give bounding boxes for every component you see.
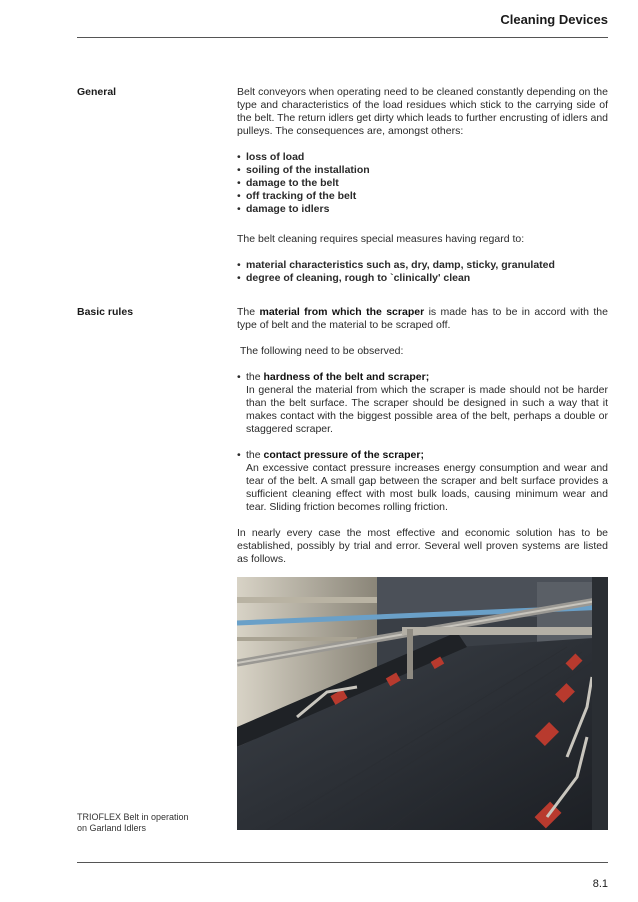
list-item: • soiling of the installation [237, 164, 608, 177]
conveyor-illustration [237, 577, 608, 830]
caption-line: TRIOFLEX Belt in operation [77, 812, 189, 822]
measures-section [237, 233, 608, 285]
measures-intro: The belt cleaning requires special measures having regard to: [237, 233, 525, 245]
list-item: • loss of load [237, 151, 608, 164]
consequences-list [237, 151, 608, 216]
footer-divider [77, 862, 608, 863]
header-divider [77, 37, 608, 38]
rule-item-text: In general the material from which the scraper is made should not be harder than the belt surface. The scraper should be designed in such a way that it makes contact with the biggest possible area of the belt, perhaps a double or staggered scraper. [246, 384, 608, 435]
rule-item-pressure: • the contact pressure of the scraper; An excessive contact pressure increases energy consumption and wear and tear of the belt. A small gap between the scraper and belt surface provides a sufficient cleaning effect with most bulk loads, causing minimum wear and tear. Sliding friction becomes rolling friction. [237, 449, 608, 514]
basic-rules-section [237, 306, 608, 566]
caption-line: on Garland Idlers [77, 823, 147, 833]
basic-emphasis: material from which the scraper [259, 306, 425, 318]
page-number: 8.1 [592, 878, 608, 890]
observe-line: The following need to be observed: [240, 345, 404, 357]
page-header-title: Cleaning Devices [500, 12, 608, 27]
measures-list [237, 259, 608, 285]
figure-caption [77, 812, 189, 834]
general-section [237, 86, 608, 216]
section-label-general: General [77, 86, 117, 98]
closing-paragraph: In nearly every case the most effective and economic solution has to be established, possibly by trial and error. Several well proven systems are listed as follows. [237, 527, 608, 565]
rule-item-hardness: • the hardness of the belt and scraper; In general the material from which the scraper is made should not be harder than the belt surface. The scraper should be designed in such a way that it makes contact with the biggest possible area of the belt, perhaps a double or staggered scraper. [237, 371, 608, 436]
rule-item-text: An excessive contact pressure increases energy consumption and wear and tear of the belt. A small gap between the scraper and belt surface provides a sufficient cleaning effect with most bulk loads, causing minimum wear and tear. Sliding friction becomes rolling friction. [246, 462, 608, 513]
general-intro: Belt conveyors when operating need to be cleaned constantly depending on the type and characteristics of the load residues which stick to the carrying side of the belt. The return idlers get dirty which leads to further encrusting of idlers and pulleys. The consequences are, amongst others: [237, 86, 609, 137]
rule-item-title: contact pressure of the scraper; [263, 449, 424, 461]
rule-item-title: hardness of the belt and scraper; [263, 371, 430, 383]
list-item: • damage to idlers [237, 203, 608, 216]
list-item: • degree of cleaning, rough to `clinically' clean [237, 272, 608, 285]
list-item: • material characteristics such as, dry, damp, sticky, granulated [237, 259, 608, 272]
list-item: • off tracking of the belt [237, 190, 608, 203]
section-label-basic-rules: Basic rules [77, 306, 134, 318]
list-item: • damage to the belt [237, 177, 608, 190]
basic-paragraph: The material from which the scraper is made has to be in accord with the type of belt and the material to be scraped off. [237, 306, 608, 331]
conveyor-belt-photo [237, 577, 608, 830]
